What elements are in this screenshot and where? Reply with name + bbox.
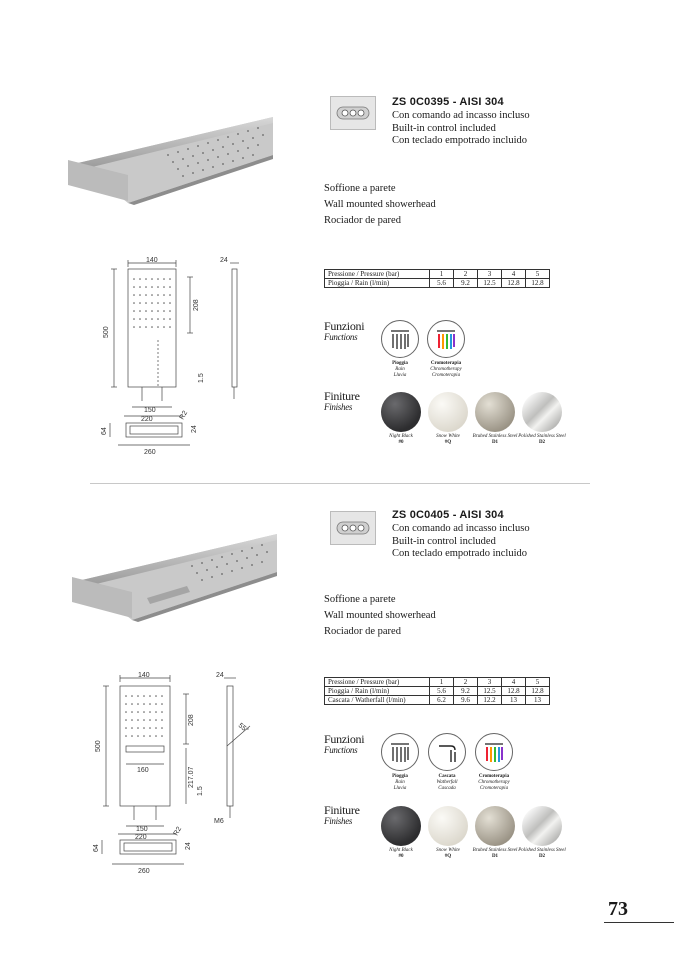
finish-swatch-brushed-steel [475,806,515,846]
desc-line: Wall mounted showerhead [324,199,436,210]
control-line: Con teclado empotrado incluido [392,548,528,559]
finishes-heading [324,390,360,412]
control-line: Built-in control included [392,535,496,547]
desc-line: Soffione a parete [324,183,396,194]
table-row [325,687,550,696]
dim-label: 64 [93,844,100,852]
dim-label: R2 [178,409,190,421]
finish-caption: Bruhed Stainless Steel D1 [472,848,518,859]
dim-label: 140 [138,672,150,679]
dim-label: 24 [191,425,198,433]
product-code: ZS 0C0395 [392,96,450,108]
table-header-cell: 1 [430,270,454,279]
functions-title: Funzioni [324,319,365,333]
functions-subtitle: Functions [324,332,358,342]
table-row-label: Pioggia / Rain (l/min) [325,279,430,288]
waterfall-icon [428,733,466,771]
table-cell: 13 [526,696,550,705]
table-cell: 9.2 [454,279,478,288]
function-caption: Cascata Watherfall Cascada [436,774,458,791]
table-header-cell: 4 [502,678,526,687]
finishes-title: Finiture [324,803,360,817]
chromotherapy-icon [427,320,465,358]
finishes-subtitle: Finishes [324,402,353,412]
showerhead-render [72,520,287,625]
table-cell: 12.8 [526,687,550,696]
functions-subtitle: Functions [324,745,358,755]
table-cell: 13 [502,696,526,705]
rain-icon [381,733,419,771]
control-line: Con comando ad incasso incluso [392,523,530,534]
dim-label: 260 [144,449,156,456]
finish-caption: Night Black #0 [389,434,413,445]
finishes-title: Finiture [324,389,360,403]
product-code: ZS 0C0405 [392,509,450,521]
desc-line: Wall mounted showerhead [324,610,436,621]
table-header-cell: 1 [430,678,454,687]
control-line: Con teclado empotrado incluido [392,135,528,146]
desc-line: Soffione a parete [324,594,396,605]
table-row [325,678,550,687]
table-header-label: Pressione / Pressure (bar) [325,270,430,279]
finish-caption: Polished Stainless Steel D2 [518,848,566,859]
product-material: - AISI 304 [449,96,504,108]
dim-label: 140 [146,257,158,264]
function-caption: Pioggia Rain Lluvia [392,774,408,791]
product-description [324,592,436,640]
finish-caption: Night Black #0 [389,848,413,859]
dim-label: 1.5 [198,373,205,383]
dim-label: 64 [101,427,108,435]
dim-label: 220 [141,416,153,423]
table-cell: 9.2 [454,687,478,696]
finish-swatch-snow-white [428,392,468,432]
table-header-cell: 2 [454,678,478,687]
table-header-cell: 3 [478,270,502,279]
finish-caption: Snow White #Q [436,848,460,859]
functions-title: Funzioni [324,732,365,746]
page-number-rule [604,922,674,923]
table-header-cell: 5 [526,678,550,687]
table-row-label: Pioggia / Rain (l/min) [325,687,430,696]
finish-swatch-polished-steel [522,392,562,432]
table-cell: 12.8 [502,279,526,288]
table-cell: 12.5 [478,279,502,288]
dim-label: M6 [214,818,224,825]
functions-heading [324,733,364,755]
finish-caption: Bruhed Stainless Steel D1 [472,434,518,445]
dim-label: 1.5 [197,786,204,796]
table-header-cell: 5 [526,270,550,279]
control-line: Built-in control included [392,122,496,134]
table-row [325,270,550,279]
table-header-cell: 3 [478,678,502,687]
table-header-label: Pressione / Pressure (bar) [325,678,430,687]
control-panel-image [330,96,376,130]
finish-swatch-polished-steel [522,806,562,846]
section-divider [90,483,590,484]
dim-label: 150 [136,826,148,833]
showerhead-render [68,105,283,205]
dim-label: 500 [103,326,110,338]
pressure-table [324,677,550,705]
table-cell: 12.8 [502,687,526,696]
table-cell: 6.2 [430,696,454,705]
dim-label: 220 [135,834,147,841]
technical-drawing [98,255,258,465]
dim-label: R2 [172,825,184,837]
table-header-cell: 4 [502,270,526,279]
pressure-table [324,269,550,288]
desc-line: Rociador de pared [324,626,401,637]
dim-label: 24 [220,257,228,264]
desc-line: Rociador de pared [324,215,401,226]
page-number: 73 [608,898,628,920]
dim-label: 24 [216,672,224,679]
product-description [324,181,436,229]
table-header-cell: 2 [454,270,478,279]
dim-label: 260 [138,868,150,875]
table-row [325,279,550,288]
finish-swatch-brushed-steel [475,392,515,432]
table-cell: 5.6 [430,279,454,288]
dim-label: 217.07 [188,766,195,788]
function-caption: Cromoterapia Chromotherapy Cromoterapia [430,361,462,378]
functions-heading [324,320,364,342]
product-material: - AISI 304 [449,509,504,521]
table-row [325,696,550,705]
function-caption: Pioggia Rain Lluvia [392,361,408,378]
finish-swatch-night-black [381,392,421,432]
dim-label: 160 [137,767,149,774]
table-cell: 12.2 [478,696,502,705]
dim-label: 208 [193,299,200,311]
table-cell: 9.6 [454,696,478,705]
table-cell: 12.5 [478,687,502,696]
product-header [392,505,530,561]
dim-label: 24 [185,842,192,850]
control-panel-image [330,511,376,545]
table-cell: 5.6 [430,687,454,696]
finishes-subtitle: Finishes [324,816,353,826]
dim-label: 500 [95,740,102,752]
dim-label: 55° [236,722,250,735]
chromotherapy-icon [475,733,513,771]
finish-caption: Snow White #Q [436,434,460,445]
finish-swatch-snow-white [428,806,468,846]
table-row-label: Cascata / Watherfall (l/min) [325,696,430,705]
dim-label: 150 [144,407,156,414]
table-cell: 12.8 [526,279,550,288]
finish-swatch-night-black [381,806,421,846]
product-header [392,92,530,148]
dim-label: 208 [188,714,195,726]
rain-icon [381,320,419,358]
technical-drawing [90,668,265,883]
finishes-heading [324,804,360,826]
function-caption: Cromoterapia Chromotherapy Cromoterapia [478,774,510,791]
control-line: Con comando ad incasso incluso [392,110,530,121]
finish-caption: Polished Stainless Steel D2 [518,434,566,445]
